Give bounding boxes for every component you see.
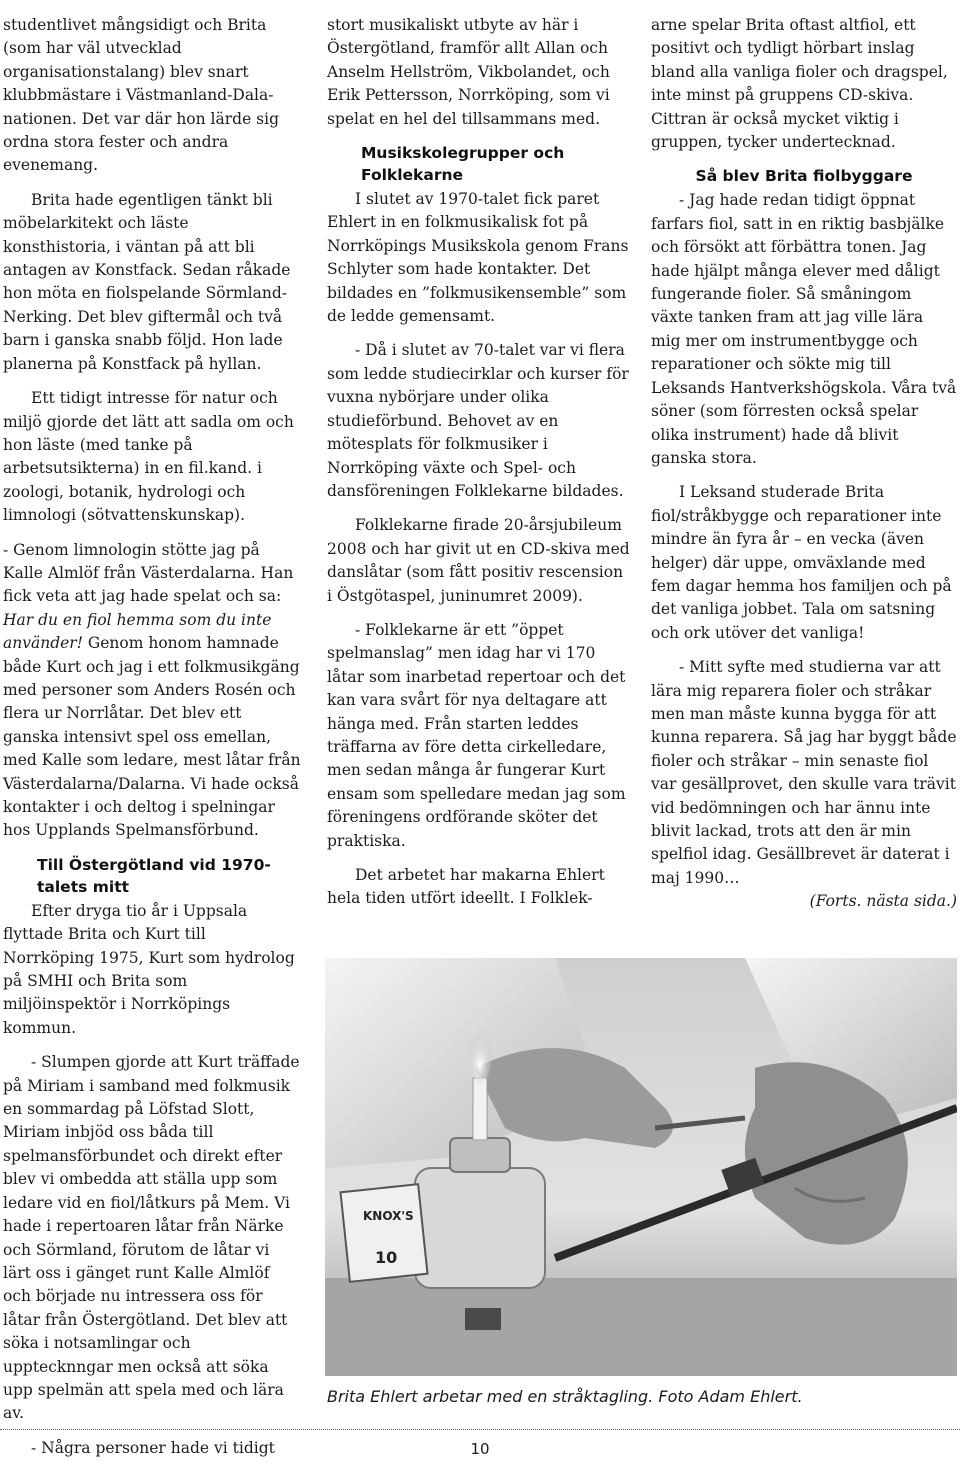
paragraph: Efter dryga tio år i Uppsala flyttade Brita och Kurt till Norrköping 1975, Kurt som hydrolog på SMHI och Brita som miljöinspektör i Norrköpings kommun. <box>3 901 295 1037</box>
section-heading: Så blev Brita fiolbyggare <box>695 167 913 186</box>
paragraph: - Folklekarne är ett ”öppet spelmanslag” men idag har vi 170 låtar som inarbetad repertoar och det kan vara svårt för nya deltagare att hänga med. Från starten leddes träffarna av före detta cirkelledare, men sedan många år fungerar Kurt ensam som spelledare medan jag som föreningens ordförande sköter det praktiska. <box>327 620 626 850</box>
paragraph: I Leksand studerade Brita fiol/stråkbygge och reparationer inte mindre än fyra år – en vecka (även helger) där uppe, omväxlande med fem dagar hemma hos familjen och på det vanliga jobbet. Tala om satsning och ork utöver det vanliga! <box>651 483 952 642</box>
jar-label-text: KNOX'S <box>363 1209 414 1223</box>
paragraph: I slutet av 1970-talet fick paret Ehlert in en folkmusikalisk fot på Norrköpings Musikskola genom Frans Schlyter som hade kontakter. Det bildades en ”folkmusikensemble” som de ledde gemensamt. <box>327 190 629 326</box>
quote-italic: Har du en fiol hemma som du inte använder! <box>3 610 272 653</box>
section-heading: Musikskolegrupper och Folklekarne <box>361 144 565 185</box>
paragraph-quote <box>3 539 301 843</box>
paragraph: - Då i slutet av 70-talet var vi flera som ledde studiecirklar och kurser för vuxna nybörjare under olika studieförbund. Behovet av en mötesplats för folkmusiker i Norrköping växte och Spel- och dansföreningen Folklekarne bildades. <box>327 341 629 500</box>
jar-label-number: 10 <box>375 1248 398 1267</box>
column-2 <box>327 14 631 922</box>
column-1 <box>3 14 301 1471</box>
continued-note <box>651 890 957 913</box>
paragraph: - Några personer hade vi tidigt <box>31 1438 275 1457</box>
small-block <box>465 1308 501 1330</box>
quote-text: Genom honom hamnade både Kurt och jag i ett folkmusikgäng med personer som Anders Rosén och flera ur Norrlåtar. Det blev ett ganska intensivt spel oss emellan, med Kalle som ledare, mest låtar från Västerdalarna/Dalarna. Vi hade också kontakter i och deltog i spelningar hos Upplands Spelmansförbund. <box>3 634 301 840</box>
photo-illustration <box>325 958 957 1376</box>
paragraph: - Mitt syfte med studierna var att lära mig reparera fioler och stråkar men man måste kunna bygga för att kunna reparera. Så jag har byggt både fioler och stråkar – min senaste fiol var gesällprovet, den skulle vara trävit vid bedömningen och har ännu inte blivit lackad, trots att den är min spelfiol idag. Gesällbrevet är daterat i maj 1990… <box>651 658 957 887</box>
page-number: 10 <box>470 1440 490 1458</box>
paragraph: - Jag hade redan tidigt öppnat farfars fiol, satt in en riktig basbjälke och försökt att förbättra tonen. Jag hade hjälpt många elever med dåligt fungerande fioler. Så småningom växte tanken fram att jag ville lära mig mer om instrumentbygge och reparationer och sökte mig till Leksands Hantverkshögskola. Våra två söner (som förresten också spelar olika instrument) hade då blivit ganska stora. <box>651 191 957 467</box>
paragraph: Det arbetet har makarna Ehlert hela tiden utfört ideellt. I Folklek- <box>327 866 605 908</box>
photo-caption: Brita Ehlert arbetar med en stråktagling. Foto Adam Ehlert. <box>327 1387 803 1406</box>
paragraph: - Slumpen gjorde att Kurt träffade på Miriam i samband med folkmusik en sommardag på Löfstad Slott, Miriam inbjöd oss båda till spelmansförbundet och direkt efter blev vi ombedda att ställa upp som ledare vid en fiol/låtkurs på Mem. Vi hade i repertoaren låtar från Närke och Sörmland, förutom de låtar vi lärt oss i gänget runt Kalle Almlöf och började nu intressera oss för låtar från Östergötland. Det blev att söka i notsamlingar och upptecknngar men också att söka upp spelmän att spela med och lära av. <box>3 1053 300 1423</box>
column-3 <box>651 14 957 925</box>
section-heading: Till Östergötland vid 1970-talets mitt <box>37 855 271 896</box>
paragraph: arne spelar Brita oftast altfiol, ett positivt och tydligt hörbart inslag bland alla vanliga fioler och dragspel, inte minst på gruppens CD-skiva. Cittran är också mycket viktig i gruppen, tycker undertecknad. <box>651 16 948 152</box>
photo-violin-bow-rehairing <box>325 958 957 1376</box>
paragraph: Ett tidigt intresse för natur och miljö gjorde det lätt att sadla om och hon läste (med tanke på arbetsutsikterna) in en fil.kand. i zoologi, botanik, hydrologi och limnologi (sötvattenskunskap). <box>3 389 294 525</box>
paragraph: Brita hade egentligen tänkt bli möbelarkitekt och läste konsthistoria, i väntan på att bli antagen av Konstfack. Sedan råkade hon möta en fiolspelande Sörmland-Nerking. Det blev giftermål och två barn i ganska snabb följd. Hon lade planerna på Konstfack på hyllan. <box>3 190 291 373</box>
paragraph: stort musikaliskt utbyte av här i Östergötland, framför allt Allan och Anselm Hellström, Vikbolandet, och Erik Pettersson, Norrköping, som vi spelat en hel del tillsammans med. <box>327 16 610 128</box>
alcohol-lamp <box>415 1168 545 1288</box>
footer-divider <box>0 1429 960 1430</box>
quote-text: - Genom limnologin stötte jag på Kalle Almlöf från Västerdalarna. Han fick veta att jag hade spelat och sa: <box>3 540 294 606</box>
paragraph: Folklekarne firade 20-årsjubileum 2008 och har givit ut en CD-skiva med danslåtar (som fått positiv rescension i Östgötaspel, juninumret 2009). <box>327 516 630 605</box>
continued-note-text: (Forts. nästa sida.) <box>809 892 957 911</box>
paragraph: studentlivet mångsidigt och Brita (som har väl utvecklad organisationstalang) blev snart klubbmästare i Västmanland-Dala-nationen. Det var där hon lärde sig ordna stora fester och andra evenemang. <box>3 16 280 175</box>
jar-label <box>341 1184 428 1282</box>
flame <box>468 1023 492 1083</box>
